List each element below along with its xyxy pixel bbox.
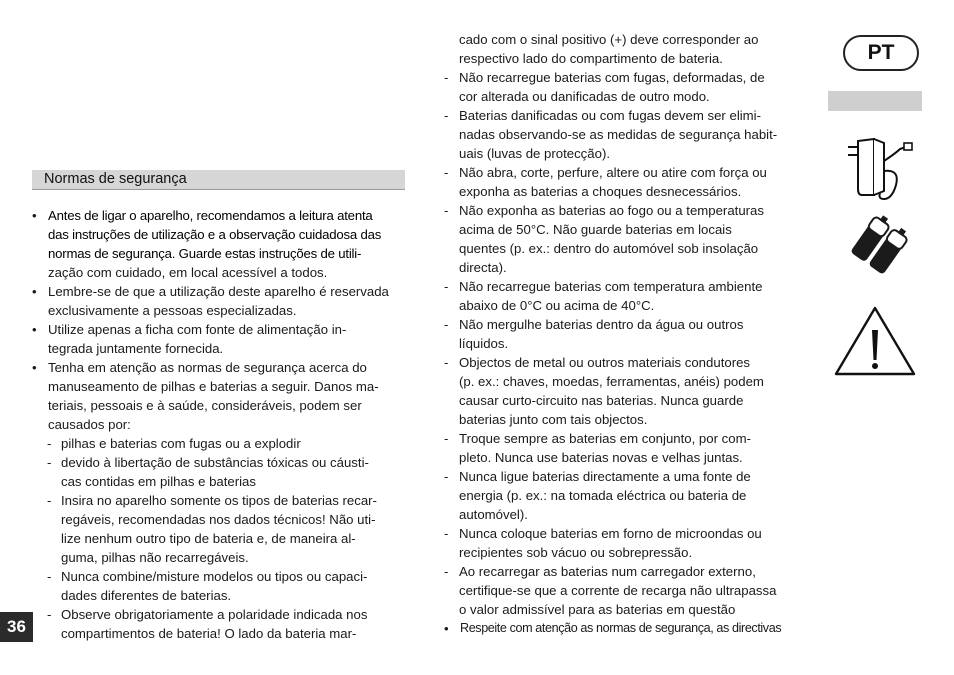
text-line: automóvel). xyxy=(459,507,528,522)
text-line: o valor admissível para as baterias em questão xyxy=(459,602,736,617)
text-line: Respeite com atenção as normas de segurança, as directivas xyxy=(460,621,782,635)
text-line: Objectos de metal ou outros materiais condutores xyxy=(459,355,751,370)
text-line: acima de 50°C. Não guarde baterias em locais xyxy=(459,222,732,237)
power-adapter-icon xyxy=(840,133,918,210)
text-line: Lembre-se de que a utilização deste aparelho é reservada xyxy=(48,284,389,299)
dash-item xyxy=(444,201,814,277)
text-line: Antes de ligar o aparelho, recomendamos a leitura atenta xyxy=(48,208,373,223)
dash-mark: - xyxy=(47,607,52,622)
dash-mark: - xyxy=(444,108,449,123)
text-line: uais (luvas de protecção). xyxy=(459,146,610,161)
batteries-icon xyxy=(850,215,912,286)
bullet-mark: • xyxy=(32,284,37,299)
text-line: Não recarregue baterias com fugas, deformadas, de xyxy=(459,70,765,85)
bullet-mark: • xyxy=(444,621,449,636)
dash-item xyxy=(444,68,814,106)
dash-item xyxy=(32,434,405,453)
text-line: tegrada juntamente fornecida. xyxy=(48,341,224,356)
dash-item xyxy=(444,163,814,201)
text-line: causar curto-circuito nas baterias. Nunca guarde xyxy=(459,393,744,408)
dash-item xyxy=(32,567,405,605)
text-line: Insira no aparelho somente os tipos de baterias recar- xyxy=(61,493,377,508)
text-line: nadas observando-se as medidas de segurança habit- xyxy=(459,127,778,142)
dash-mark: - xyxy=(444,431,449,446)
section-heading: Normas de segurança xyxy=(32,170,405,190)
bullet-item xyxy=(32,206,405,282)
right-column xyxy=(444,30,814,638)
text-line: Observe obrigatoriamente a polaridade indicada nos xyxy=(61,607,368,622)
dash-mark: - xyxy=(47,455,52,470)
text-line: causados por: xyxy=(48,417,131,432)
text-line: certifique-se que a corrente de recarga não ultrapassa xyxy=(459,583,777,598)
text-line: Não abra, corte, perfure, altere ou atire com força ou xyxy=(459,165,767,180)
text-line: Não recarregue baterias com temperatura ambiente xyxy=(459,279,763,294)
dash-mark: - xyxy=(444,469,449,484)
warning-triangle-icon xyxy=(832,304,918,383)
text-line: manuseamento de pilhas e baterias a seguir. Danos ma- xyxy=(48,379,379,394)
bullet-item xyxy=(32,358,405,434)
text-line: devido à libertação de substâncias tóxicas ou cáusti- xyxy=(61,455,369,470)
dash-mark: - xyxy=(444,317,449,332)
bullet-mark: • xyxy=(32,322,37,337)
bullet-mark: • xyxy=(32,360,37,375)
dash-mark: - xyxy=(444,564,449,579)
text-line: (p. ex.: chaves, moedas, ferramentas, anéis) podem xyxy=(459,374,764,389)
dash-item xyxy=(32,491,405,567)
dash-item xyxy=(32,453,405,491)
text-line: quentes (p. ex.: dentro do automóvel sob insolação xyxy=(459,241,759,256)
bullet-item xyxy=(444,619,814,638)
text-line: abaixo de 0°C ou acima de 40°C. xyxy=(459,298,655,313)
dash-item xyxy=(444,467,814,524)
dash-item xyxy=(444,429,814,467)
left-column xyxy=(32,170,405,643)
text-line: Não exponha as baterias ao fogo ou a temperaturas xyxy=(459,203,764,218)
text-line: Ao recarregar as baterias num carregador externo, xyxy=(459,564,756,579)
text-line: normas de segurança. Guarde estas instruções de utili- xyxy=(48,246,362,261)
bullet-mark: • xyxy=(32,208,37,223)
dash-mark: - xyxy=(444,279,449,294)
text-line: cado com o sinal positivo (+) deve corresponder ao xyxy=(459,32,759,47)
text-line: dades diferentes de baterias. xyxy=(61,588,232,603)
text-line: respectivo lado do compartimento de bateria. xyxy=(459,51,723,66)
sidebar-gray-bar xyxy=(828,91,922,111)
text-line: pleto. Nunca use baterias novas e velhas juntas. xyxy=(459,450,743,465)
dash-mark: - xyxy=(444,526,449,541)
right-list xyxy=(444,30,814,638)
text-line: lize nenhum outro tipo de bateria e, de maneira al- xyxy=(61,531,356,546)
text-line: energia (p. ex.: na tomada eléctrica ou bateria de xyxy=(459,488,747,503)
text-line: cas contidas em pilhas e baterias xyxy=(61,474,256,489)
text-line: guma, pilhas não recarregáveis. xyxy=(61,550,249,565)
text-line: Troque sempre as baterias em conjunto, por com- xyxy=(459,431,751,446)
dash-item xyxy=(444,524,814,562)
dash-mark: - xyxy=(444,203,449,218)
dash-item xyxy=(444,315,814,353)
text-line: compartimentos de bateria! O lado da bateria mar- xyxy=(61,626,357,641)
text-line: directa). xyxy=(459,260,507,275)
text-line: das instruções de utilização e a observação cuidadosa das xyxy=(48,227,382,242)
text-line: exponha as baterias a choques desnecessários. xyxy=(459,184,742,199)
text-line: regáveis, recomendadas nos dados técnicos! Não uti- xyxy=(61,512,376,527)
dash-item xyxy=(32,605,405,643)
continued-text xyxy=(444,30,814,68)
text-line: teriais, pessoais e à saúde, consideráveis, podem ser xyxy=(48,398,362,413)
dash-item xyxy=(444,353,814,429)
dash-mark: - xyxy=(47,569,52,584)
bullet-item xyxy=(32,320,405,358)
text-line: recipientes sob vácuo ou sobrepressão. xyxy=(459,545,693,560)
text-line: Utilize apenas a ficha com fonte de alimentação in- xyxy=(48,322,347,337)
text-line: Baterias danificadas ou com fugas devem ser elimi- xyxy=(459,108,761,123)
language-badge: PT xyxy=(843,35,919,71)
text-line: cor alterada ou danificadas de outro modo. xyxy=(459,89,710,104)
dash-mark: - xyxy=(47,493,52,508)
text-line: exclusivamente a pessoas especializadas. xyxy=(48,303,297,318)
text-line: Tenha em atenção as normas de segurança acerca do xyxy=(48,360,367,375)
dash-mark: - xyxy=(444,355,449,370)
text-line: líquidos. xyxy=(459,336,509,351)
left-list xyxy=(32,206,405,643)
text-line: Não mergulhe baterias dentro da água ou outros xyxy=(459,317,744,332)
dash-item xyxy=(444,562,814,619)
dash-item xyxy=(444,277,814,315)
text-line: Nunca combine/misture modelos ou tipos ou capaci- xyxy=(61,569,368,584)
dash-mark: - xyxy=(444,70,449,85)
page-number: 36 xyxy=(0,612,33,642)
text-line: baterias junto com tais objectos. xyxy=(459,412,648,427)
dash-item xyxy=(444,106,814,163)
text-line: Nunca coloque baterias em forno de microondas ou xyxy=(459,526,762,541)
text-line: pilhas e baterias com fugas ou a explodir xyxy=(61,436,301,451)
dash-mark: - xyxy=(444,165,449,180)
bullet-item xyxy=(32,282,405,320)
dash-mark: - xyxy=(47,436,52,451)
text-line: zação com cuidado, em local acessível a todos. xyxy=(48,265,328,280)
text-line: Nunca ligue baterias directamente a uma fonte de xyxy=(459,469,751,484)
